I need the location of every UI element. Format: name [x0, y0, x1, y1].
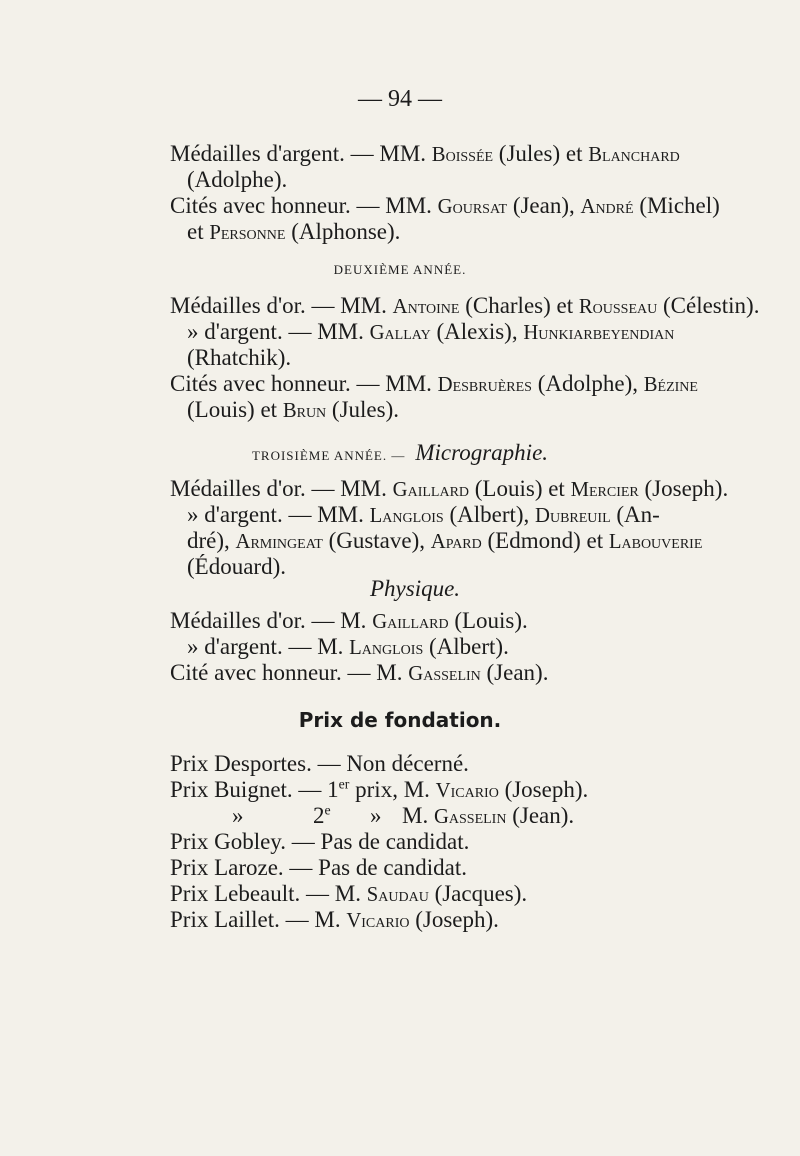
surname: Armingeat: [235, 531, 323, 553]
surname: Desbruères: [437, 374, 532, 396]
text-line: [170, 751, 700, 777]
line-text: (Adolphe).: [187, 167, 288, 192]
line-text: Médailles d'or. — M.: [170, 608, 373, 633]
text-line: [170, 777, 700, 803]
line-text: (Édouard).: [187, 554, 286, 579]
ordinal-suffix: e: [324, 802, 331, 818]
ditto-mark: »: [232, 803, 244, 828]
surname: Dubreuil: [535, 505, 611, 527]
surname: Gasselin: [408, 663, 481, 685]
line-text: » d'argent. — M.: [187, 634, 350, 659]
surname: Antoine: [392, 296, 460, 318]
line-text: dré),: [187, 528, 236, 553]
subject-heading: Micrographie.: [415, 440, 549, 465]
text-line: [170, 193, 720, 219]
text-line: [170, 476, 729, 502]
line-text: (Joseph).: [409, 907, 499, 932]
line-text: (Jules) et: [493, 141, 589, 166]
surname: Vicario: [435, 780, 499, 802]
text-line: [170, 855, 700, 881]
text-line: [170, 371, 700, 397]
line-text: » d'argent. — MM.: [187, 502, 370, 527]
line-text: Prix Lebeault. — M.: [170, 881, 367, 906]
line-text: (Jules).: [326, 397, 399, 422]
ordinal-suffix: er: [338, 776, 350, 792]
line-text: Prix Gobley. — Pas de candidat.: [170, 829, 470, 854]
text-line: [170, 397, 700, 423]
line-text: (Albert).: [423, 634, 509, 659]
foundation-prizes: [170, 751, 700, 933]
surname: Gasselin: [433, 806, 507, 828]
ditto-mark: »: [370, 803, 382, 828]
text-line: [170, 634, 700, 660]
line-text: (Alphonse).: [285, 219, 401, 244]
line-text: Médailles d'argent. — MM.: [170, 141, 432, 166]
line-text: (An-: [610, 502, 660, 527]
surname: Gallay: [369, 322, 431, 344]
line-text: (Jacques).: [428, 881, 528, 906]
subject-heading-physique: Physique.: [370, 576, 461, 601]
line-text: (Louis).: [448, 608, 528, 633]
text-line: [170, 829, 700, 855]
text-line: [170, 660, 700, 686]
surname: Brun: [282, 400, 327, 422]
line-text: (Charles) et: [459, 293, 579, 318]
section-heading-troisieme-annee: [0, 440, 800, 466]
text-line: [170, 319, 700, 345]
line-text: (Michel): [633, 193, 720, 218]
page-number: — 94 —: [358, 86, 442, 112]
line-text: Médailles d'or. — MM.: [170, 293, 393, 318]
text-line: [170, 881, 700, 907]
line-text: Prix Laillet. — M.: [170, 907, 347, 932]
first-year-awards: [170, 141, 720, 245]
line-text: et: [187, 219, 210, 244]
surname: Hunkiarbeyendian: [523, 322, 675, 344]
line-text: (Alexis),: [430, 319, 524, 344]
text-line: [170, 608, 700, 634]
line-text: » d'argent. — MM.: [187, 319, 370, 344]
text-line: [170, 141, 700, 167]
text-line: [170, 528, 703, 554]
line-text: (Jean).: [480, 660, 549, 685]
surname: Bézine: [643, 374, 698, 396]
line-text: Cités avec honneur. — MM.: [170, 371, 438, 396]
line-text: (Edmond) et: [481, 528, 609, 553]
surname: Langlois: [369, 505, 444, 527]
surname: Apard: [430, 531, 482, 553]
second-year-awards: [170, 293, 760, 423]
surname: Langlois: [349, 637, 424, 659]
line-text: (Jean),: [507, 193, 581, 218]
line-text: prix, M.: [349, 777, 436, 802]
text-line: [170, 345, 700, 371]
line-text: (Jean).: [506, 803, 575, 828]
text-line: [170, 167, 700, 193]
line-text: Cité avec honneur. — M.: [170, 660, 409, 685]
surname: Goursat: [437, 196, 508, 218]
surname: André: [580, 196, 634, 218]
line-text: Prix Laroze. — Pas de candidat.: [170, 855, 467, 880]
text-line: [170, 502, 700, 528]
surname: Labouverie: [608, 531, 703, 553]
surname: Boissée: [431, 144, 494, 166]
heading-text: TROISIÈME ANNÉE. —: [251, 448, 406, 463]
surname: Rousseau: [578, 296, 658, 318]
line-text: (Albert),: [443, 502, 536, 527]
text-line: [170, 293, 760, 319]
text-line: [170, 219, 700, 245]
line-text: Prix Desportes. — Non décerné.: [170, 751, 469, 776]
surname: Blanchard: [588, 144, 680, 166]
surname: Vicario: [346, 910, 410, 932]
section-heading-deuxieme-annee: DEUXIÈME ANNÉE.: [333, 262, 467, 277]
line-text: Médailles d'or. — MM.: [170, 476, 393, 501]
surname: Personne: [209, 222, 286, 244]
text-line: [170, 907, 700, 933]
surname: Saudau: [366, 884, 429, 906]
line-text: (Célestin).: [657, 293, 760, 318]
line-text: M.: [402, 803, 434, 828]
section-title-prix-de-fondation: Prix de fondation.: [298, 708, 502, 732]
text-line: [170, 803, 700, 829]
line-text: (Rhatchik).: [187, 345, 292, 370]
line-text: (Louis) et: [187, 397, 283, 422]
line-text: 2: [313, 803, 325, 828]
line-text: Prix Buignet. — 1: [170, 777, 339, 802]
third-year-micrographie-awards: [170, 476, 729, 580]
line-text: (Adolphe),: [531, 371, 644, 396]
surname: Gaillard: [372, 611, 449, 633]
surname: Mercier: [570, 479, 639, 501]
line-text: (Joseph).: [498, 777, 589, 802]
surname: Gaillard: [392, 479, 470, 501]
line-text: (Joseph).: [638, 476, 729, 501]
line-text: Cités avec honneur. — MM.: [170, 193, 438, 218]
line-text: (Gustave),: [322, 528, 431, 553]
line-text: (Louis) et: [469, 476, 571, 501]
third-year-physique-awards: [170, 608, 700, 686]
